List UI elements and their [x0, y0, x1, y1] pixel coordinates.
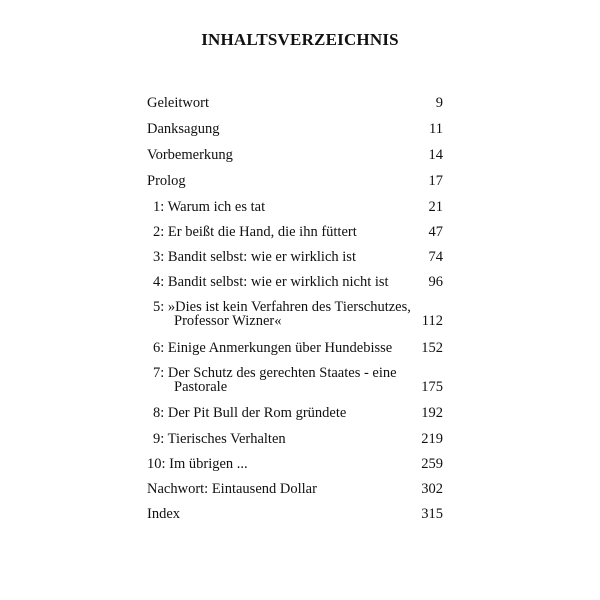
toc-entry-label: 3: Bandit selbst: wie er wirklich ist	[153, 249, 356, 265]
toc-entry-label	[153, 366, 397, 394]
toc-entry-label: 9: Tierisches Verhalten	[153, 431, 286, 447]
toc-entry-label: Nachwort: Eintausend Dollar	[147, 481, 317, 497]
toc-entry-label: Index	[147, 506, 181, 522]
toc-entry-label: Vorbemerkung	[147, 147, 233, 163]
toc-entry-page: 96	[428, 274, 443, 290]
toc-entry-page: 302	[421, 481, 443, 497]
toc-entry-label-line2: Professor Wizner«	[174, 313, 282, 329]
toc-entry-label: Danksagung	[147, 121, 220, 137]
toc-entry-label-line2: Pastorale	[174, 379, 228, 395]
toc-entry-page: 9	[435, 95, 443, 111]
toc-entry-label-line1: 7: Der Schutz des gerechten Staates - eine	[153, 365, 397, 381]
toc-entry-label: Geleitwort	[147, 95, 210, 111]
toc-entry-page: 315	[421, 506, 443, 522]
toc-entry-label-line1: 5: »Dies ist kein Verfahren des Tierschutzes,	[153, 299, 411, 315]
toc-entry-page: 259	[421, 456, 443, 472]
toc-entry-page: 152	[421, 340, 443, 356]
toc-entry-label: 4: Bandit selbst: wie er wirklich nicht ist	[153, 274, 389, 290]
toc-entry-page: 47	[428, 224, 443, 240]
toc-entry-label: 8: Der Pit Bull der Rom gründete	[153, 405, 347, 421]
page-title: INHALTSVERZEICHNIS	[201, 30, 399, 49]
toc-entry-label: 6: Einige Anmerkungen über Hundebisse	[153, 340, 393, 356]
toc-entry-page: 175	[421, 379, 443, 395]
toc-entry-page: 14	[428, 147, 443, 163]
toc-entry-label	[153, 300, 411, 328]
toc-entry-label: 2: Er beißt die Hand, die ihn füttert	[153, 224, 357, 240]
toc-entry-page: 219	[421, 431, 443, 447]
toc-entry-page: 17	[428, 173, 443, 189]
toc-entry-page: 11	[429, 121, 443, 137]
toc-entry-label: 10: Im übrigen ...	[147, 456, 248, 472]
toc-entry-label: Prolog	[147, 173, 186, 189]
toc-entry-page: 21	[428, 199, 443, 215]
toc-entry-page: 74	[428, 249, 443, 265]
toc-entry-label: 1: Warum ich es tat	[153, 199, 266, 215]
toc-entry-page: 112	[421, 313, 443, 329]
toc-entry-page: 192	[421, 405, 443, 421]
